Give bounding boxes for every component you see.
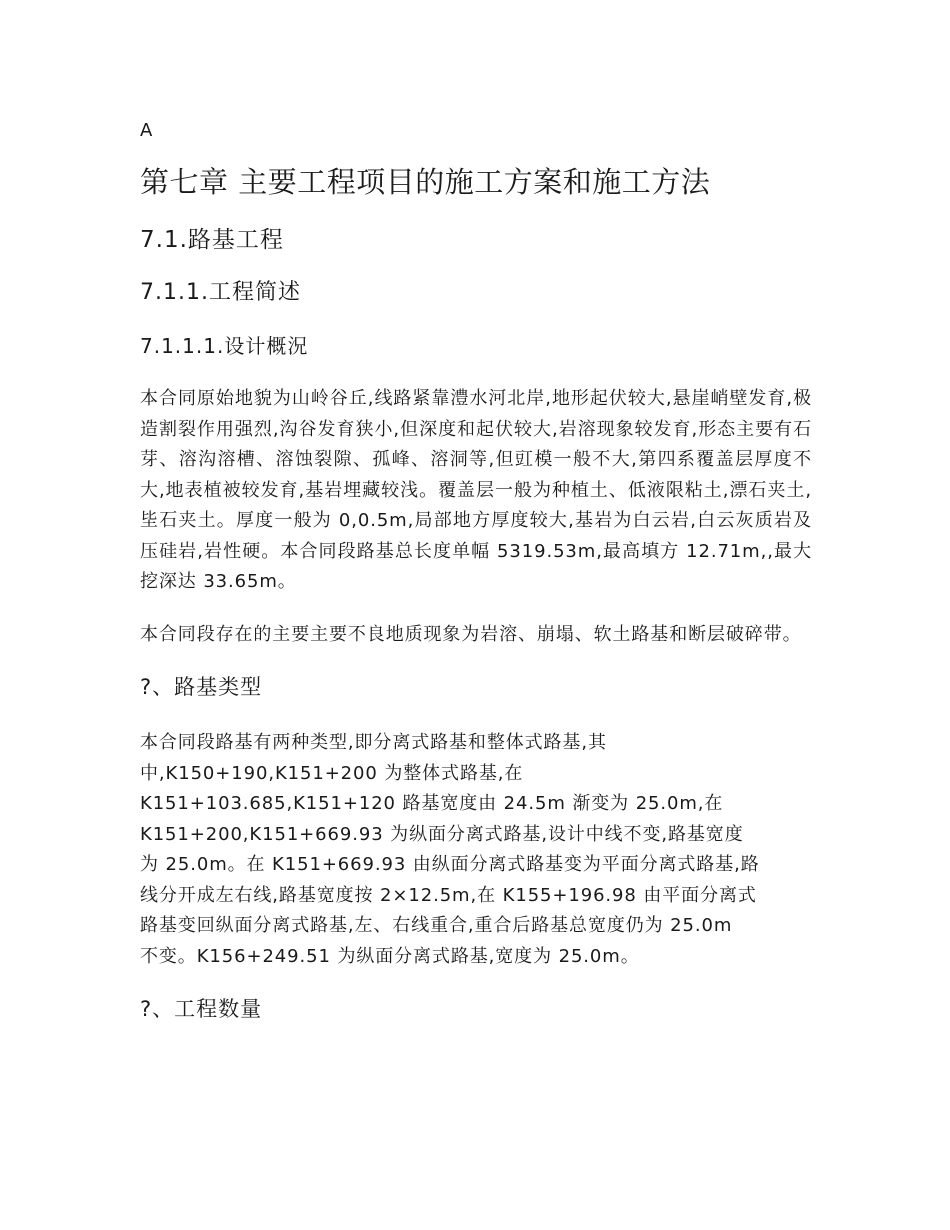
- paragraph-line: K151+103.685,K151+120 路基宽度由 24.5m 渐变为 25.0m,在: [140, 793, 724, 814]
- paragraph-line: 本合同段路基有两种类型,即分离式路基和整体式路基,其: [140, 732, 607, 753]
- paragraph-line: K151+200,K151+669.93 为纵面分离式路基,设计中线不变,路基宽度: [140, 823, 744, 845]
- paragraph-line: 中,K150+190,K151+200 为整体式路基,在: [140, 762, 524, 784]
- document-page: [140, 118, 812, 1050]
- paragraph-line: 为 25.0m。在 K151+669.93 由纵面分离式路基变为平面分离式路基,路: [140, 854, 760, 875]
- subsection-title: 7.1.1.工程简述: [140, 280, 301, 305]
- subsubsection-title: 7.1.1.1.设计概況: [140, 334, 309, 358]
- roadbed-type-paragraph: [140, 728, 812, 972]
- overview-paragraph: 本合同原始地貌为山岭谷丘,线路紧靠澧水河北岸,地形起伏较大,悬崖峭壁发育,极造割裂作用强烈,沟谷发育狭小,但深度和起伏较大,岩溶现象较发育,形态主要有石芽、溶沟溶槽、溶蚀裂隙、孤峰、溶洞等,但豇模一般不大,第四系覆盖层厚度不大,地表植被较发育,基岩埋藏较浅。覆盖层一般为种植土、低液限粘土,漂石夹土,坒石夹土。厚度一般为 0,0.5m,局部地方厚度较大,基岩为白云岩,白云灰质岩及压硅岩,岩性硬。本合同段路基总长度单幅 5319.53m,最高填方 12.71m,,最大挖深达 33.65m。: [140, 388, 812, 592]
- paragraph-line: 不变。K156+249.51 为纵面分离式路基,宽度为 25.0m。: [140, 945, 640, 967]
- geology-paragraph: 本合同段存在的主要主要不良地质现象为岩溶、崩塌、软土路基和断层破碎带。: [140, 623, 802, 645]
- roadbed-type-heading: ?、路基类型: [140, 675, 263, 699]
- page-marker: A: [140, 120, 153, 141]
- quantity-heading: ?、工程数量: [140, 997, 263, 1021]
- section-title: 7.1.路基工程: [140, 227, 284, 253]
- chapter-title: 第七章 主要工程项目的施工方案和施工方法: [140, 165, 711, 199]
- paragraph-line: 线分开成左右线,路基宽度按 2×12.5m,在 K155+196.98 由平面分离式: [140, 884, 757, 906]
- paragraph-line: 路基变回纵面分离式路基,左、右线重合,重合后路基总宽度仍为 25.0m: [140, 915, 733, 936]
